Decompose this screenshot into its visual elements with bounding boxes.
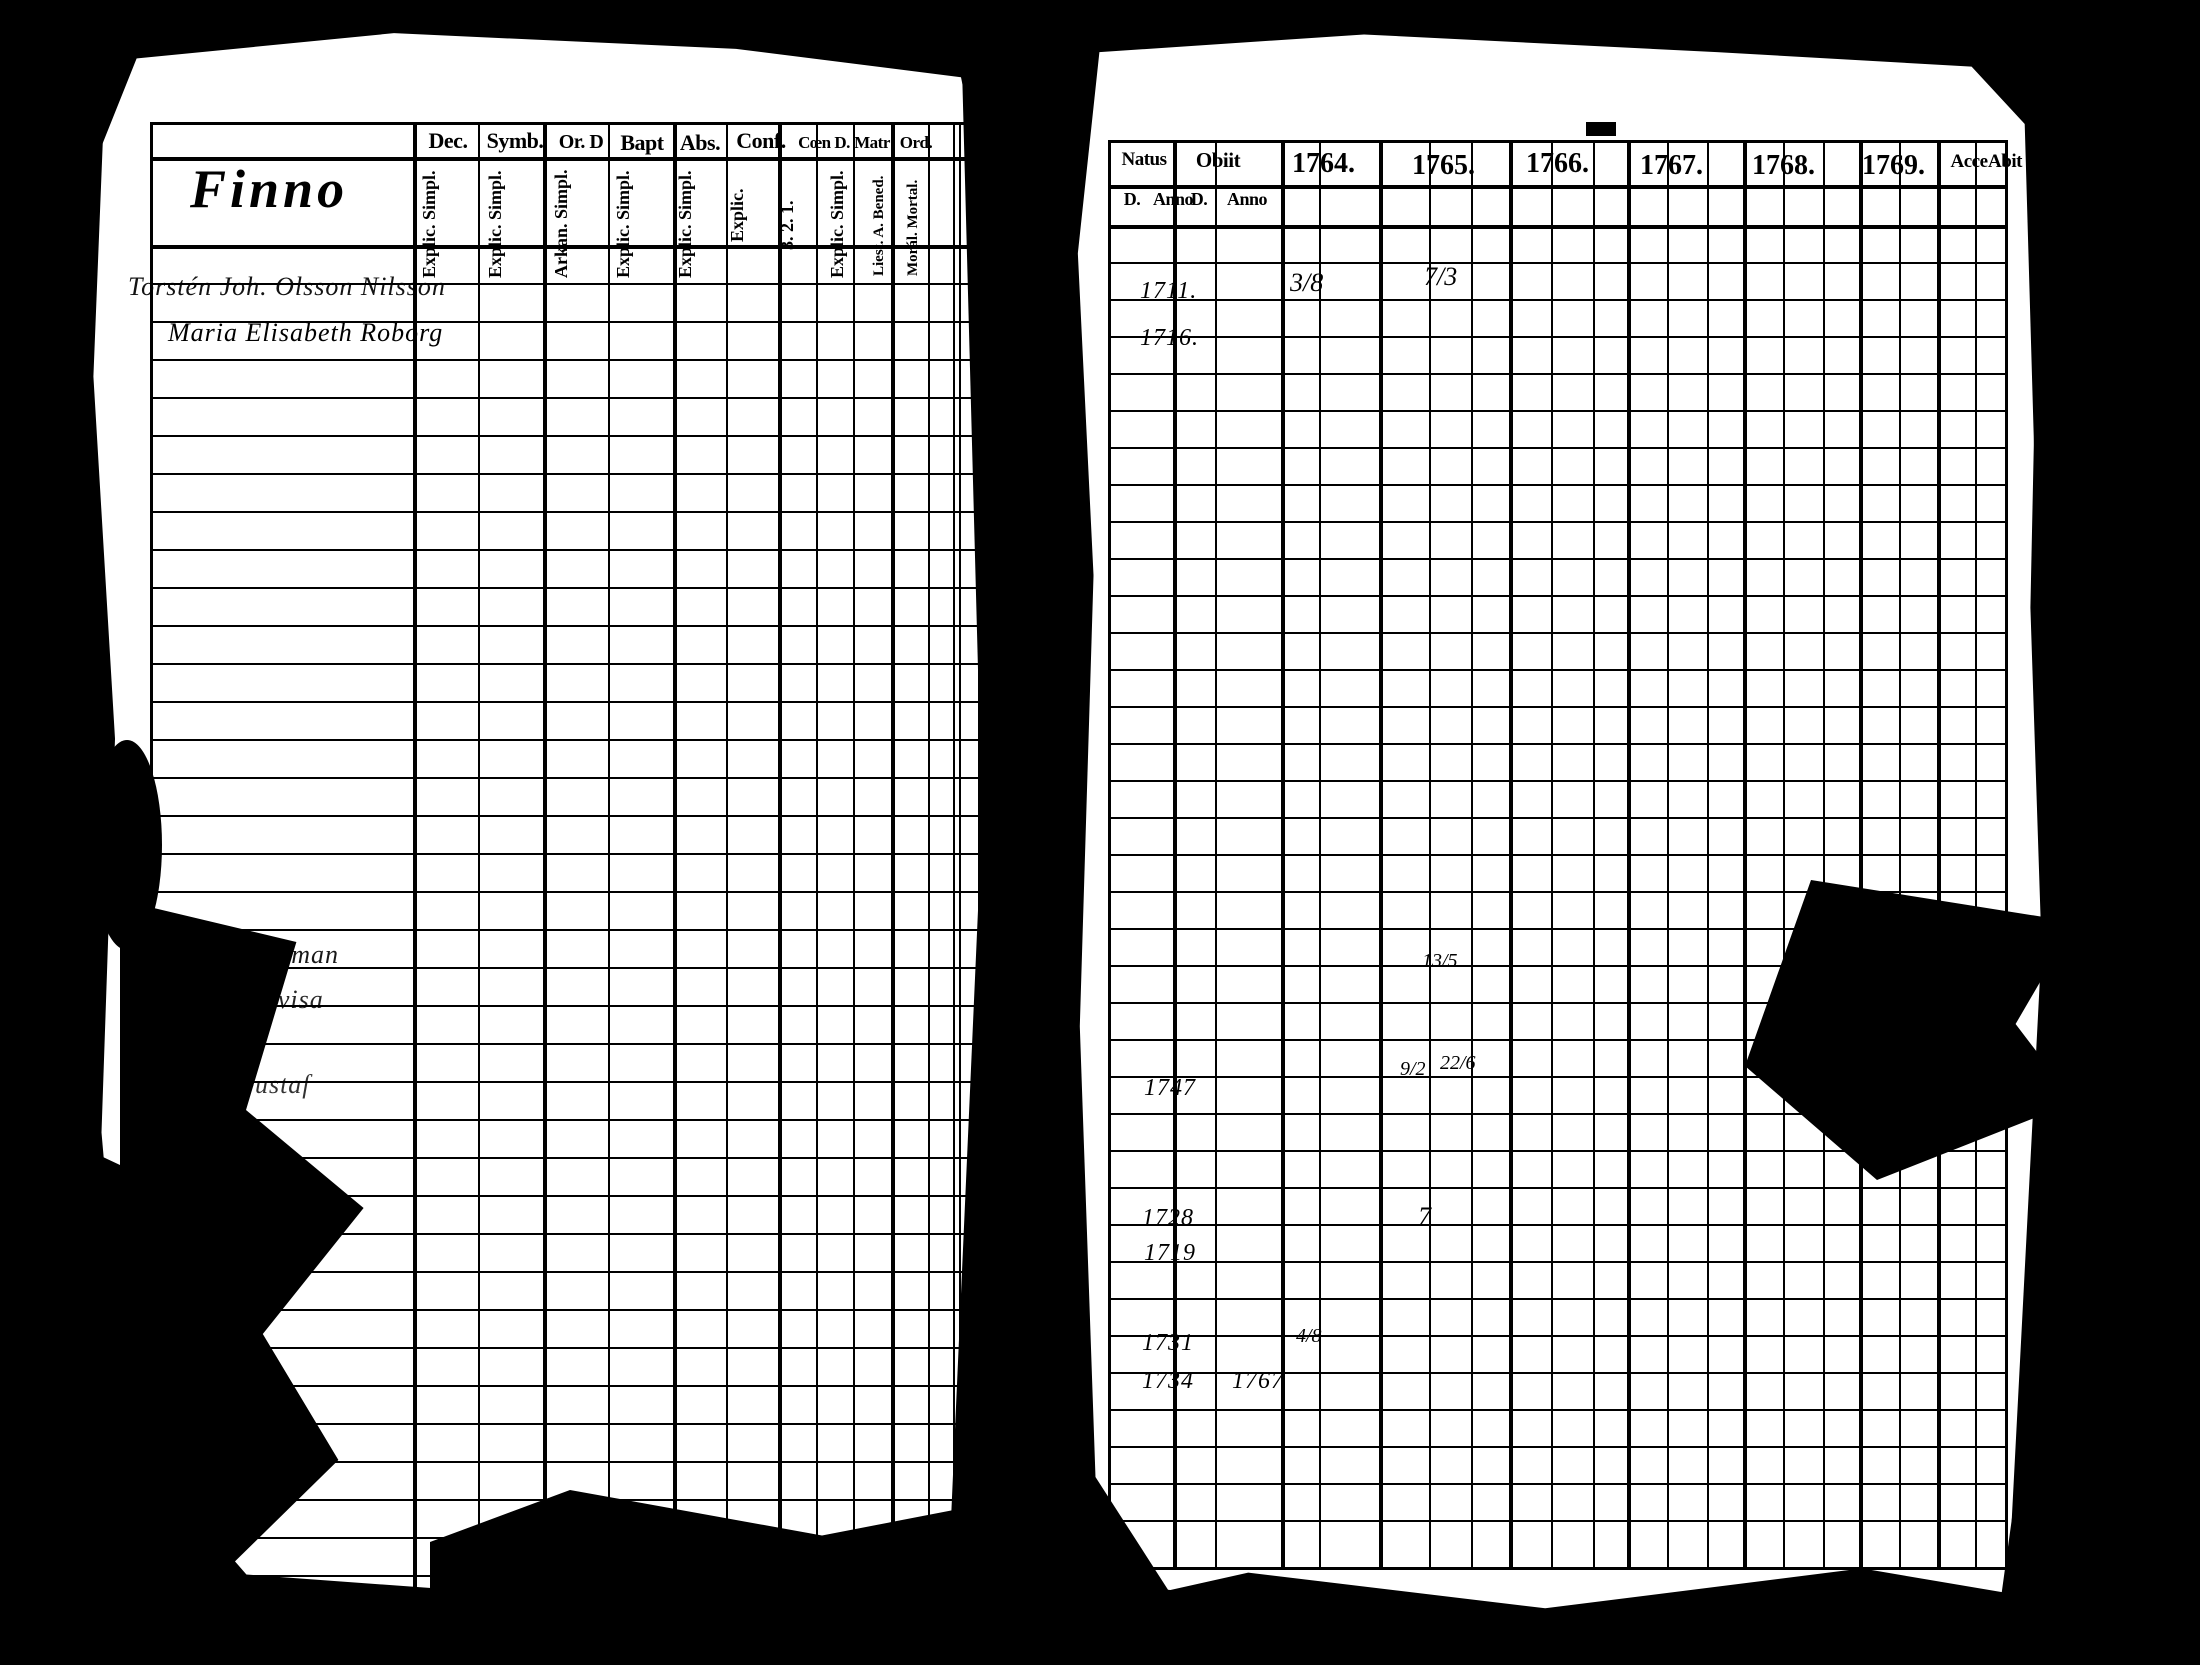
- birth-year-7: 1734: [1142, 1368, 1194, 1394]
- grid-hline: [1111, 669, 2005, 671]
- grid-hline: [153, 1575, 987, 1577]
- colheader-conf-explic: Explic.: [727, 188, 747, 242]
- grid-hline: [1111, 854, 2005, 856]
- birth-year-3: 1747: [1144, 1075, 1196, 1101]
- grid-vline: [608, 125, 610, 1599]
- colheader-natus-d: D.: [1123, 189, 1141, 209]
- birth-year-4: 1728: [1142, 1205, 1194, 1231]
- right-page-ledger-grid: [1108, 140, 2008, 1570]
- grid-hline: [1111, 1483, 2005, 1485]
- mark-1764-a: 3/8: [1290, 268, 1324, 297]
- grid-hline: [1111, 521, 2005, 523]
- mark-1765-d: 22/6: [1440, 1052, 1476, 1074]
- grid-hline: [153, 359, 987, 361]
- grid-hline: [1111, 299, 2005, 301]
- grid-hline: [1111, 1113, 2005, 1115]
- ink-speck: [2035, 275, 2049, 301]
- grid-hline: [153, 701, 987, 703]
- colheader-natus-anno: Anno: [1152, 189, 1194, 209]
- grid-hline: [1111, 336, 2005, 338]
- colheader-dec: Dec.: [428, 128, 468, 153]
- birth-year-2: 1716.: [1140, 325, 1199, 351]
- grid-hline: [153, 1195, 987, 1197]
- ink-speck: [1586, 122, 1616, 136]
- grid-hline: [153, 473, 987, 475]
- page-title: Finno: [190, 159, 349, 219]
- death-year-1: 1767: [1232, 1368, 1284, 1394]
- colheader-year-1766: 1766.: [1526, 148, 1589, 179]
- grid-hline: [1111, 1002, 2005, 1004]
- colheader-year-1768: 1768.: [1752, 150, 1815, 181]
- grid-vline: [853, 125, 855, 1599]
- colheader-or-d: Or. D: [558, 131, 604, 153]
- colheader-year-1767: 1767.: [1640, 150, 1703, 181]
- binding-gutter: [990, 0, 1074, 1665]
- birth-year-6: 1731: [1142, 1330, 1194, 1356]
- grid-hline: [153, 1271, 987, 1273]
- colheader-obiit: Obiit: [1195, 148, 1241, 172]
- grid-hline: [1111, 225, 2005, 229]
- entry-line-2: Maria Elisabeth Roborg: [168, 318, 444, 347]
- grid-hline: [1111, 817, 2005, 819]
- colheader-bapt-explic-simpl: Explic. Simpl.: [613, 170, 633, 278]
- grid-vline: [726, 125, 728, 1599]
- grid-hline: [153, 397, 987, 399]
- mark-1765-c: 9/2: [1400, 1058, 1426, 1080]
- grid-hline: [153, 1119, 987, 1121]
- grid-hline: [153, 1461, 987, 1463]
- grid-hline: [1111, 484, 2005, 486]
- grid-vline: [778, 125, 782, 1599]
- grid-hline: [1111, 965, 2005, 967]
- colheader-ord-moral-mortal: Morál. Mortal.: [905, 179, 921, 276]
- grid-hline: [153, 1537, 987, 1539]
- ink-speck: [955, 0, 965, 22]
- grid-hline: [153, 1423, 987, 1425]
- grid-vline: [478, 125, 480, 1599]
- entry-line-4: Anna Lovisa: [182, 985, 324, 1014]
- grid-hline: [1111, 928, 2005, 930]
- grid-hline: [1111, 262, 2005, 264]
- entry-line-1: Torstén Joh. Olsson Nilsson: [128, 272, 446, 301]
- grid-hline: [1111, 595, 2005, 597]
- grid-hline: [1111, 1409, 2005, 1411]
- colheader-accessit: Acce: [1950, 151, 1988, 172]
- grid-vline: [959, 125, 961, 1599]
- grid-hline: [1111, 447, 2005, 449]
- colheader-coen-explic-simpl: Explic. Simpl.: [827, 170, 847, 278]
- grid-hline: [1111, 1446, 2005, 1448]
- colheader-year-1765: 1765.: [1412, 150, 1475, 181]
- grid-hline: [153, 1499, 987, 1501]
- mark-1765-e: 7: [1418, 1202, 1431, 1231]
- grid-hline: [153, 435, 987, 437]
- colheader-matr-liest-bened: Liest. A. Bened.: [871, 175, 887, 276]
- grid-hline: [1111, 1150, 2005, 1152]
- colheader-conf: Conf.: [736, 128, 786, 153]
- grid-hline: [1111, 558, 2005, 560]
- mark-1764-b: 4/8: [1296, 1325, 1322, 1347]
- grid-hline: [1111, 632, 2005, 634]
- grid-hline: [1111, 1335, 2005, 1337]
- mark-1765-a: 7/3: [1424, 262, 1458, 291]
- grid-hline: [1111, 743, 2005, 745]
- birth-year-5: 1719: [1144, 1240, 1196, 1266]
- grid-hline: [1111, 706, 2005, 708]
- grid-hline: [153, 815, 987, 817]
- grid-hline: [153, 549, 987, 551]
- entry-line-3: Joh. Bruksman: [170, 940, 339, 969]
- grid-hline: [153, 625, 987, 627]
- grid-hline: [1111, 410, 2005, 412]
- grid-hline: [1111, 1076, 2005, 1078]
- grid-hline: [153, 891, 987, 893]
- colheader-symb-explic-simpl: Explic. Simpl.: [485, 170, 505, 278]
- grid-hline: [153, 1233, 987, 1235]
- colheader-abiit: Abit: [1988, 151, 2022, 172]
- colheader-obiit-anno: Anno: [1226, 189, 1268, 209]
- birth-year-1: 1711.: [1140, 278, 1198, 304]
- grid-hline: [153, 587, 987, 589]
- colheader-ord-arkan-simpl: Arkan. Simpl.: [551, 169, 571, 278]
- colheader-matr: Matr: [854, 133, 890, 152]
- grid-hline: [153, 1309, 987, 1311]
- grid-hline: [153, 1043, 987, 1045]
- entry-line-5: Carl Gustaf: [176, 1070, 311, 1099]
- grid-hline: [153, 777, 987, 779]
- grid-hline: [153, 511, 987, 513]
- grid-hline: [153, 929, 987, 931]
- grid-hline: [153, 739, 987, 741]
- grid-hline: [1111, 1039, 2005, 1041]
- colheader-abs: Abs.: [679, 130, 721, 155]
- colheader-conf-numerals: 3. 2. 1.: [777, 200, 797, 250]
- grid-vline: [928, 125, 930, 1599]
- colheader-year-1769: 1769.: [1862, 150, 1925, 181]
- grid-hline: [1111, 1187, 2005, 1189]
- grid-hline: [1111, 1298, 2005, 1300]
- colheader-bapt: Bapt: [620, 130, 664, 155]
- grid-vline: [673, 125, 677, 1599]
- grid-hline: [1111, 1261, 2005, 1263]
- colheader-abs-explic-simpl: Explic. Simpl.: [675, 170, 695, 278]
- grid-vline: [978, 125, 982, 1599]
- colheader-obiit-d: D.: [1190, 189, 1208, 209]
- colheader-symb: Symb.: [486, 128, 544, 153]
- grid-hline: [1111, 1224, 2005, 1226]
- colheader-year-1764: 1764.: [1292, 148, 1355, 179]
- grid-hline: [153, 1347, 987, 1349]
- mark-1765-b: 13/5: [1422, 950, 1458, 972]
- colheader-ord: Ord.: [899, 133, 933, 152]
- grid-vline: [543, 125, 547, 1599]
- grid-hline: [1111, 891, 2005, 893]
- ink-speck: [1238, 1628, 1246, 1644]
- grid-hline: [1111, 373, 2005, 375]
- grid-vline: [953, 125, 955, 1599]
- grid-hline: [1111, 780, 2005, 782]
- colheader-natus: Natus: [1121, 149, 1167, 170]
- grid-hline: [153, 663, 987, 665]
- grid-hline: [153, 1385, 987, 1387]
- colheader-dec-explic-simpl: Explic. Simpl.: [419, 170, 439, 278]
- grid-hline: [153, 1157, 987, 1159]
- grid-hline: [153, 853, 987, 855]
- grid-hline: [1111, 1520, 2005, 1522]
- grid-vline: [891, 125, 895, 1599]
- grid-vline: [816, 125, 818, 1599]
- colheader-coen-d: Cœn D.: [798, 133, 850, 152]
